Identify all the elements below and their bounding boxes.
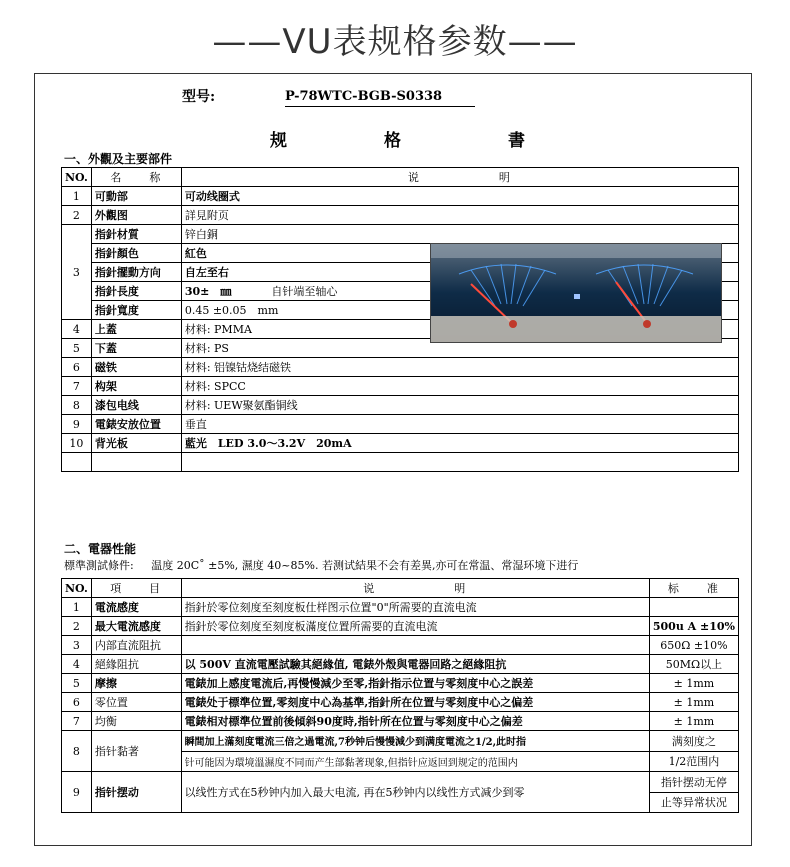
table-row (62, 731, 739, 752)
row-no: 1 (62, 598, 92, 617)
row-desc: 材料: UEW聚氨酯铜线 (181, 396, 738, 415)
row-no: 6 (62, 358, 92, 377)
row-no: 7 (62, 377, 92, 396)
row-name: 上蓋 (91, 320, 181, 339)
row-item: 絕緣阻抗 (91, 655, 181, 674)
row-name: 指針材質 (91, 225, 181, 244)
table-row (62, 598, 739, 617)
row-std: 650Ω ±10% (649, 636, 738, 655)
row-no: 8 (62, 396, 92, 415)
row-item: 零位置 (91, 693, 181, 712)
table-header-row (62, 168, 739, 187)
electrical-table (61, 578, 739, 813)
header-no: NO. (62, 579, 92, 598)
row-desc: 自左至右 (181, 263, 738, 282)
row-desc: 以 500V 直流電壓試驗其絕緣值, 電錶外殼與電器回路之絕緣阻抗 (181, 655, 649, 674)
row-std-2: 1/2范围内 (649, 751, 738, 772)
row-name: 外觀图 (91, 206, 181, 225)
row-desc: 電錶加上感度電流后,再慢慢減少至零,指針指示位置与零刻度中心之誤差 (181, 674, 649, 693)
row-no: 6 (62, 693, 92, 712)
row-name: 磁铁 (91, 358, 181, 377)
row-desc: 0.45 ±0.05 mm (181, 301, 738, 320)
row-no: 3 (62, 636, 92, 655)
row-desc: 可动线圈式 (181, 187, 738, 206)
table-row (62, 772, 739, 793)
row-desc: 藍光 LED 3.0～3.2V 20mA (181, 434, 738, 453)
row-no: 10 (62, 434, 92, 453)
row-no: 5 (62, 339, 92, 358)
row-desc (181, 636, 649, 655)
row-no: 4 (62, 655, 92, 674)
row-name: 電錶安放位置 (91, 415, 181, 434)
header-desc: 说 明 (181, 579, 649, 598)
row-desc: 材料: PS (181, 339, 738, 358)
row-std: ± 1mm (649, 674, 738, 693)
table-row (62, 206, 739, 225)
row-name: 指針顏色 (91, 244, 181, 263)
row-name: 指針長度 (91, 282, 181, 301)
row-desc: 指針於零位刻度至刻度板仕样图示位置"0"所需要的直流电流 (181, 598, 649, 617)
row-desc: 詳見附页 (181, 206, 738, 225)
row-name: 背光板 (91, 434, 181, 453)
table-header-row (62, 579, 739, 598)
section1-title: 一、外觀及主要部件 (64, 152, 173, 166)
page-title: ——VU表规格参数—— (212, 22, 578, 62)
row-no: 8 (62, 731, 92, 772)
test-conditions (64, 557, 578, 573)
row-desc (181, 453, 738, 472)
table-row (62, 693, 739, 712)
row-desc: 電錶相对標準位置前後傾斜90度時,指针所在位置与零刻度中心之偏差 (181, 712, 649, 731)
row-item: 均衡 (91, 712, 181, 731)
row-name: 构架 (91, 377, 181, 396)
header-item: 項 目 (91, 579, 181, 598)
row-no: 5 (62, 674, 92, 693)
table-row (62, 453, 739, 472)
table-row (62, 636, 739, 655)
row-no: 1 (62, 187, 92, 206)
row-no: 7 (62, 712, 92, 731)
row-name: 下蓋 (91, 339, 181, 358)
row-std: ± 1mm (649, 712, 738, 731)
model-label: 型号: (182, 89, 216, 105)
table-row (62, 434, 739, 453)
model-value: P-78WTC-BGB-S0338 (285, 89, 475, 107)
row-desc: 瞬間加上滿刻度電流三倍之過電流,7秒钟后慢慢減少到满度電流之1/2,此时指 (181, 731, 649, 752)
vu-meter-illustration (431, 244, 721, 342)
table-row (62, 617, 739, 636)
spec-title-char-3: 書 (508, 131, 525, 151)
row-no: 9 (62, 415, 92, 434)
row-no: 4 (62, 320, 92, 339)
row-std: 50MΩ以上 (649, 655, 738, 674)
row-item: 電流感度 (91, 598, 181, 617)
vu-meter-photo (430, 243, 722, 343)
table-row (62, 225, 739, 244)
table-row (62, 377, 739, 396)
table-row (62, 187, 739, 206)
row-std: ± 1mm (649, 693, 738, 712)
header-std: 标 准 (649, 579, 738, 598)
row-no: 2 (62, 617, 92, 636)
row-item: 指针摆动 (91, 772, 181, 813)
row-desc: 材料: 铝镍钴烧结磁铁 (181, 358, 738, 377)
header-name: 名 称 (91, 168, 181, 187)
row-std: 满刻度之 (649, 731, 738, 752)
row-desc: 材料: SPCC (181, 377, 738, 396)
row-desc: 紅色 (181, 244, 738, 263)
row-no: 2 (62, 206, 92, 225)
row-std (649, 598, 738, 617)
row-desc: 锌白銅 (181, 225, 738, 244)
table-row (62, 655, 739, 674)
row-item: 指针黏著 (91, 731, 181, 772)
row-name (91, 453, 181, 472)
row-desc: 以线性方式在5秒钟内加入最大电流, 再在5秒钟内以线性方式减少到零 (181, 772, 649, 813)
row-no: 9 (62, 772, 92, 813)
row-desc: 電錶处于標準位置,零刻度中心為基準,指針所在位置与零刻度中心之偏差 (181, 693, 649, 712)
row-name: 指針擺動方向 (91, 263, 181, 282)
row-no (62, 453, 92, 472)
table-row (62, 712, 739, 731)
row-std: 500u A ±10% (649, 617, 738, 636)
row-name: 漆包电线 (91, 396, 181, 415)
row-std: 指针摆动无停 (649, 772, 738, 793)
row-item: 摩擦 (91, 674, 181, 693)
pointer-length-value: 30± ㎜ (184, 285, 232, 298)
row-desc: 指針於零位刻度至刻度板滿度位置所需要的直流电流 (181, 617, 649, 636)
test-conditions-value: 温度 20C˚ ±5%, 濕度 40~85%. 若测试結果不会有差異,亦可在常温、常湿环境下进行 (151, 559, 579, 572)
table-row (62, 415, 739, 434)
row-name: 可動部 (91, 187, 181, 206)
header-desc: 说 明 (181, 168, 738, 187)
spec-title-char-1: 规 (270, 131, 287, 151)
header-no: NO. (62, 168, 92, 187)
table-row (62, 396, 739, 415)
table-row (62, 674, 739, 693)
spec-title-char-2: 格 (384, 131, 401, 151)
pointer-length-note: 自针端至轴心 (271, 285, 338, 298)
table-row (62, 358, 739, 377)
row-desc-2: 针可能因为環境溫濕度不同而产生部黏著现象,但指针应返回到规定的范围内 (181, 751, 649, 772)
row-desc: 垂直 (181, 415, 738, 434)
row-item: 内部直流阻抗 (91, 636, 181, 655)
test-conditions-label: 標準測試條件: (64, 559, 134, 572)
row-std-2: 止等异常状况 (649, 792, 738, 813)
section2-title: 二、電器性能 (64, 542, 137, 556)
row-name: 指針寬度 (91, 301, 181, 320)
row-item: 最大電流感度 (91, 617, 181, 636)
row-desc: 材料: PMMA (181, 320, 738, 339)
row-no: 3 (62, 225, 92, 320)
